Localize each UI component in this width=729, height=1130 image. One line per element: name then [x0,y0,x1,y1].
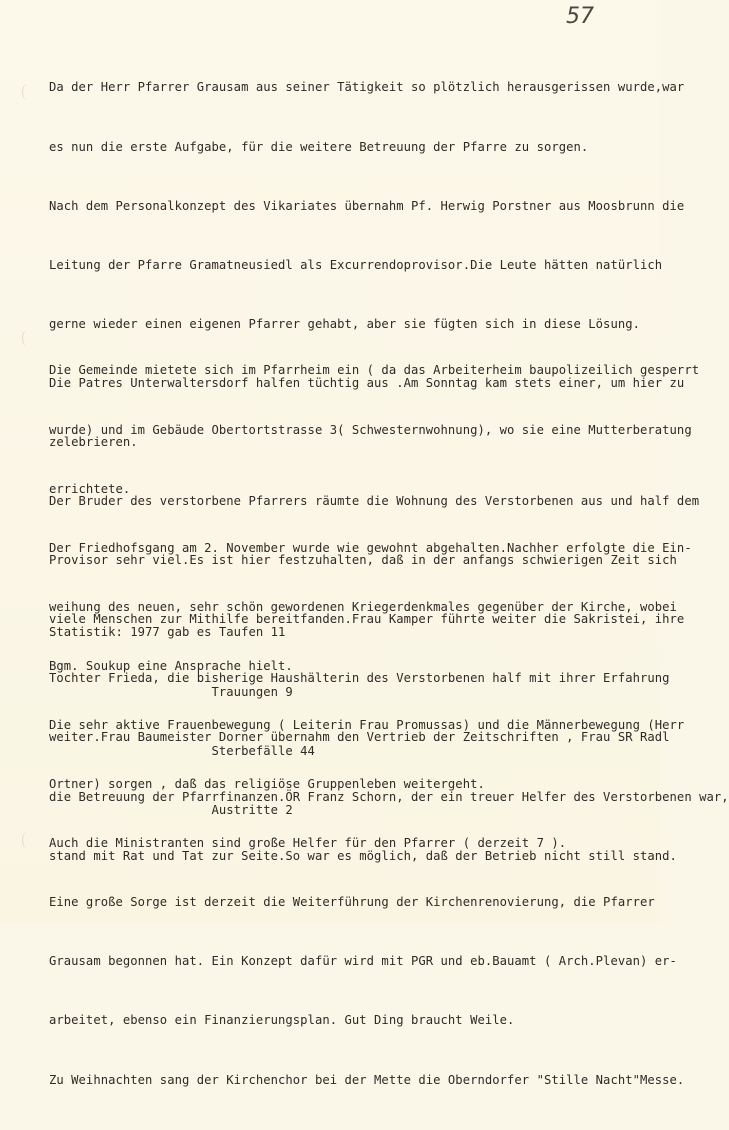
text-line: Zu Weihnachten sang der Kirchenchor bei der Mette die Oberndorfer "Stille Nacht"Messe. [49,1072,685,1087]
text-line: die Betreuung der Pfarrfinanzen.ÖR Franz Schorn, der ein treuer Helfer des Verstorbenen war, [49,789,729,804]
text-line: Auch die Ministranten sind große Helfer für den Pfarrer ( derzeit 7 ). [49,836,567,851]
text-line: gerne wieder einen eigenen Pfarrer gehabt, aber sie fügten sich in diese Lösung. [49,316,640,331]
statistics-line: Sterbefälle 44 [49,743,315,758]
punch-hole [22,832,32,848]
text-line: Der Friedhofsgang am 2. November wurde wie gewohnt abgehalten.Nachher erfolgte die Ein- [49,540,692,555]
page-number: 57 [566,4,594,29]
punch-hole [22,84,32,100]
text-line: wurde) und im Gebäude Obertortstrasse 3( Schwesternwohnung), wo sie eine Mutterberatung [49,422,692,437]
text-line: Grausam begonnen hat. Ein Konzept dafür wird mit PGR und eb.Bauamt ( Arch.Plevan) er- [49,954,677,969]
text-line: Bgm. Soukup eine Ansprache hielt. [49,658,293,673]
text-line: Ortner) sorgen , daß das religiöse Gruppenleben weitergeht. [49,777,485,792]
statistics-line: Trauungen 9 [49,684,293,699]
text-line: Leitung der Pfarre Gramatneusiedl als Excurrendoprovisor.Die Leute hätten natürlich [49,257,663,272]
statistics-block [49,584,729,860]
statistics-line: Austritte 2 [49,802,293,817]
text-line: es nun die erste Aufgabe, für die weitere Betreuung der Pfarre zu sorgen. [49,139,589,154]
text-line: Der Bruder des verstorbene Pfarrers räumte die Wohnung des Verstorbenen aus und half dem [49,494,700,509]
text-line: Eine große Sorge ist derzeit die Weiterführung der Kirchenrenovierung, die Pfarrer [49,895,655,910]
statistics-line: Statistik: 1977 gab es Taufen 11 [49,625,286,640]
text-line: weihung des neuen, sehr schön gewordenen Kriegerdenkmales gegenüber der Kirche, wobei [49,599,677,614]
text-line: Die Patres Unterwaltersdorf halfen tüchtig aus .Am Sonntag kam stets einer, um hier zu [49,375,685,390]
text-line: zelebrieren. [49,434,138,449]
text-line: Nach dem Personalkonzept des Vikariates übernahm Pf. Herwig Porstner aus Moosbrunn die [49,198,685,213]
text-line: viele Menschen zur Mithilfe bereitfanden.Frau Kamper führte weiter die Sakristei, ihre [49,612,685,627]
text-line: stand mit Rat und Tat zur Seite.So war es möglich, daß der Betrieb nicht still stand. [49,848,677,863]
text-line: Die Gemeinde mietete sich im Pfarrheim ein ( da das Arbeiterheim baupolizeilich gesperrt [49,363,700,378]
text-line: Die sehr aktive Frauenbewegung ( Leiterin Frau Promussas) und die Männerbewegung (Herr [49,717,685,732]
text-line: arbeitet, ebenso ein Finanzierungsplan. Gut Ding braucht Weile. [49,1013,515,1028]
text-line: Tochter Frieda, die bisherige Haushälterin des Verstorbenen half mit ihrer Erfahrung [49,671,670,686]
text-line: errichtete. [49,481,131,496]
text-line: Da der Herr Pfarrer Grausam aus seiner Tätigkeit so plötzlich herausgerissen wurde,war [49,80,685,95]
text-line: weiter.Frau Baumeister Dorner übernahm den Vertrieb der Zeitschriften , Frau SR Radl [49,730,670,745]
text-line: Provisor sehr viel.Es ist hier festzuhalten, daß in der anfangs schwierigen Zeit sich [49,553,677,568]
punch-hole [22,330,32,346]
